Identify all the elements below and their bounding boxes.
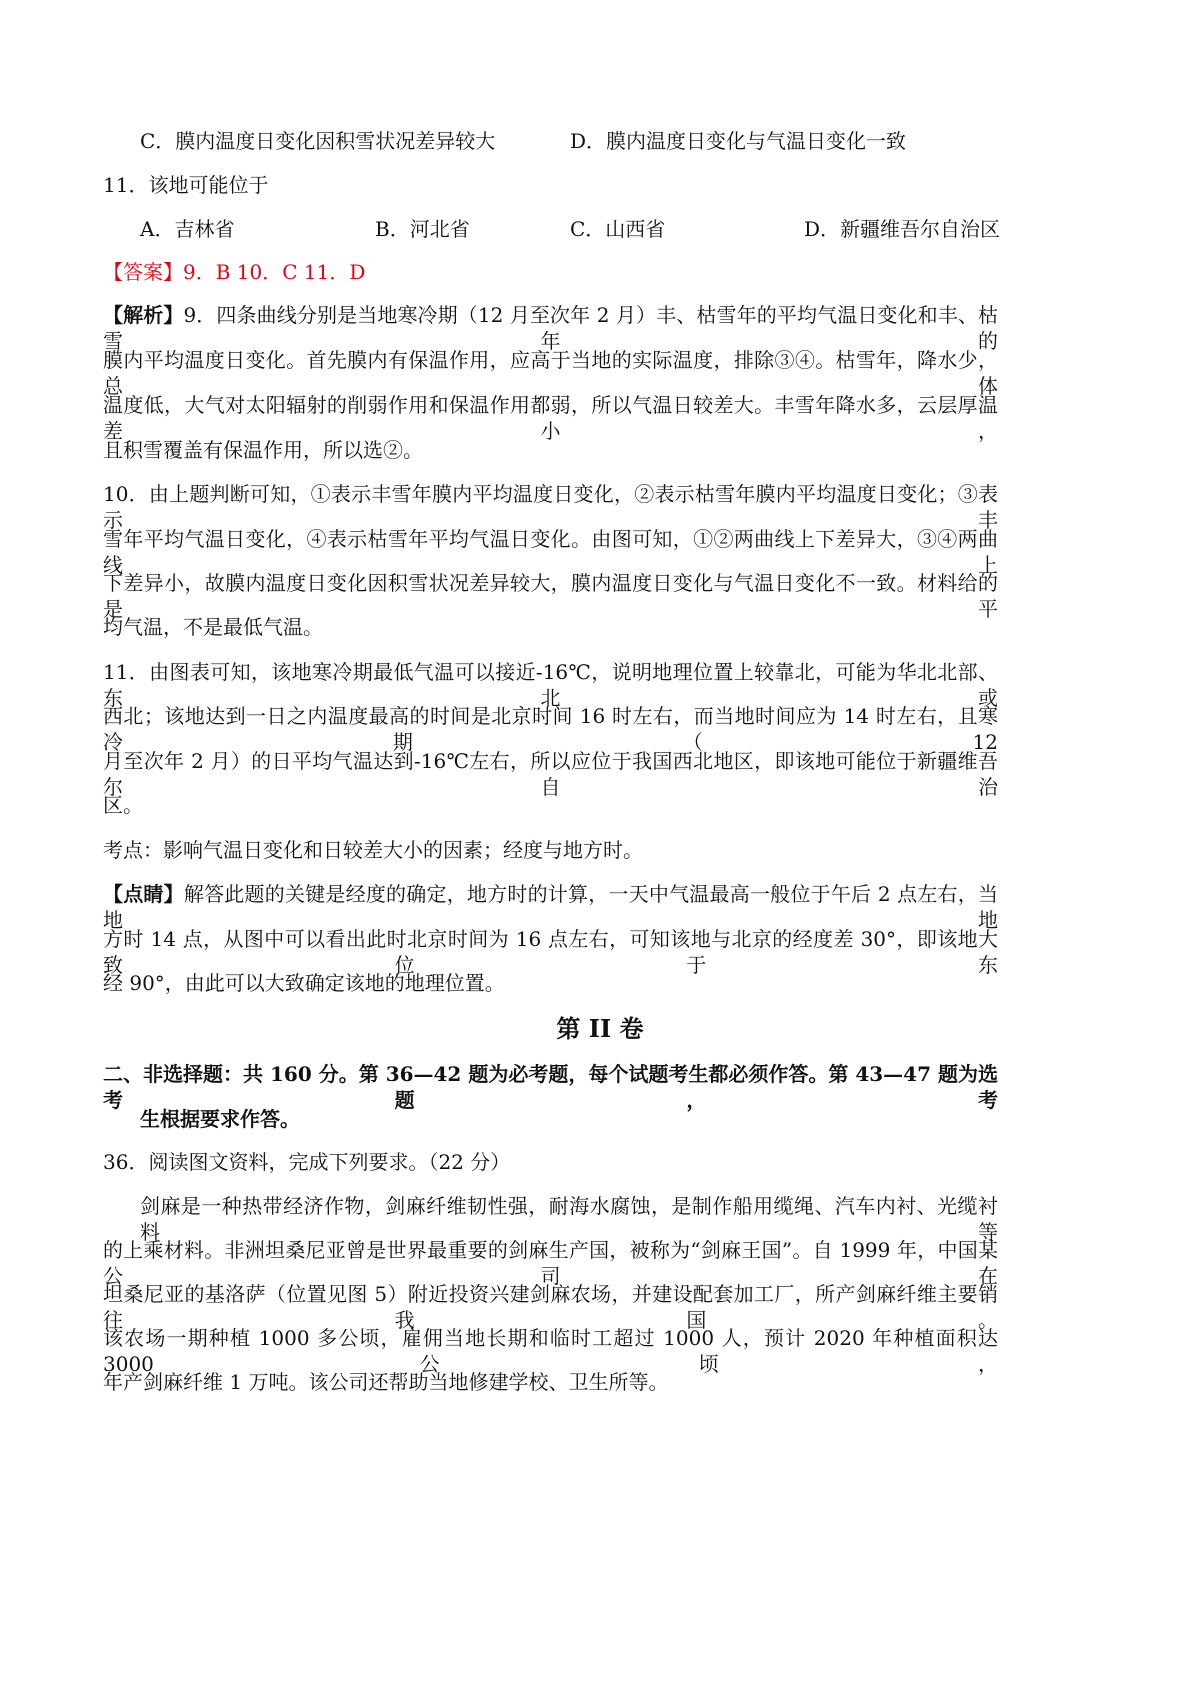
section-title: 第 II 卷: [556, 1014, 644, 1043]
q36-material-line-4: 该农场一期种植 1000 多公顷，雇佣当地长期和临时工超过 1000 人，预计 2020 年种植面积达 3000 公顷，: [103, 1326, 998, 1376]
analysis-q10-line-3: 下差异小，故膜内温度日变化因积雪状况差异较大，膜内温度日变化与气温日变化不一致。材料给的是平: [103, 571, 998, 621]
section-intro-line-2: 生根据要求作答。: [140, 1107, 300, 1131]
q11-stem: 11．该地可能位于: [103, 173, 269, 197]
analysis-q11-line-1: 11．由图表可知，该地寒冷期最低气温可以接近-16℃，说明地理位置上较靠北，可能为华北北部、东北或: [103, 660, 998, 710]
analysis-tag: 【解析】: [103, 303, 184, 327]
section-intro-line-1: 二、非选择题：共 160 分。第 36—42 题为必考题，每个试题考生都必须作答。第 43—47 题为选考题，考: [103, 1062, 998, 1112]
answer-text: 9．B 10．C 11．D: [183, 260, 366, 284]
kaodian-line: 考点：影响气温日变化和日较差大小的因素；经度与地方时。: [103, 838, 643, 862]
analysis-q11-line-3: 月至次年 2 月）的日平均气温达到-16℃左右，所以应位于我国西北地区，即该地可能位于新疆维吾尔自治: [103, 749, 998, 799]
q10-option-d: D．膜内温度日变化与气温日变化一致: [570, 129, 907, 153]
answer-tag: 【答案】: [103, 260, 183, 284]
q36-material-line-5: 年产剑麻纤维 1 万吨。该公司还帮助当地修建学校、卫生所等。: [103, 1370, 669, 1394]
analysis-q9-line-3: 温度低，大气对太阳辐射的削弱作用和保温作用都弱，所以气温日较差大。丰雪年降水多，云层厚温差小，: [103, 393, 998, 443]
answer-line: [103, 259, 365, 285]
analysis-q10-line-4: 均气温，不是最低气温。: [103, 615, 323, 639]
analysis-q9-line-2: 膜内平均温度日变化。首先膜内有保温作用，应高于当地的实际温度，排除③④。枯雪年，降水少，总体: [103, 348, 998, 398]
dianjing-line-3: 经 90°，由此可以大致确定该地的地理位置。: [103, 971, 505, 995]
analysis-q11-line-4: 区。: [103, 793, 143, 817]
q11-option-b: B．河北省: [375, 217, 470, 241]
analysis-q11-line-2: 西北；该地达到一日之内温度最高的时间是北京时间 16 时左右，而当地时间应为 14 时左右，且寒冷期（12: [103, 704, 998, 754]
analysis-q9-text-1: 9．四条曲线分别是当地寒冷期（12 月至次年 2 月）丰、枯雪年的平均气温日变化和丰、枯雪年的: [103, 303, 998, 353]
q36-material-line-3: 坦桑尼亚的基洛萨（位置见图 5）附近投资兴建剑麻农场，并建设配套加工厂，所产剑麻纤维主要销往我国。: [103, 1282, 998, 1332]
q36-stem: 36．阅读图文资料，完成下列要求。（22 分）: [103, 1150, 511, 1174]
analysis-q10-line-1: 10．由上题判断可知，①表示丰雪年膜内平均温度日变化，②表示枯雪年膜内平均温度日变化；③表示丰: [103, 482, 998, 532]
q11-option-c: C．山西省: [570, 217, 666, 241]
q36-material-line-1: 剑麻是一种热带经济作物，剑麻纤维韧性强，耐海水腐蚀，是制作船用缆绳、汽车内衬、光缆衬料等: [140, 1194, 998, 1244]
dianjing-text-1: 解答此题的关键是经度的确定，地方时的计算，一天中气温最高一般位于午后 2 点左右，当地地: [103, 882, 998, 932]
analysis-q10-line-2: 雪年平均气温日变化，④表示枯雪年平均气温日变化。由图可知，①②两曲线上下差异大，③④两曲线上: [103, 527, 998, 577]
q36-material-line-2: 的上乘材料。非洲坦桑尼亚曾是世界最重要的剑麻生产国，被称为“剑麻王国”。自 1999 年，中国某公司在: [103, 1238, 998, 1288]
analysis-q9-line-4: 且积雪覆盖有保温作用，所以选②。: [103, 438, 423, 462]
q11-option-d: D．新疆维吾尔自治区: [804, 217, 1001, 241]
dianjing-tag: 【点睛】: [103, 882, 184, 906]
dianjing-line-2: 方时 14 点，从图中可以看出此时北京时间为 16 点左右，可知该地与北京的经度差 30°，即该地大致位于东: [103, 927, 998, 977]
q10-option-c: C．膜内温度日变化因积雪状况差异较大: [140, 129, 496, 153]
q11-option-a: A．吉林省: [140, 217, 235, 241]
